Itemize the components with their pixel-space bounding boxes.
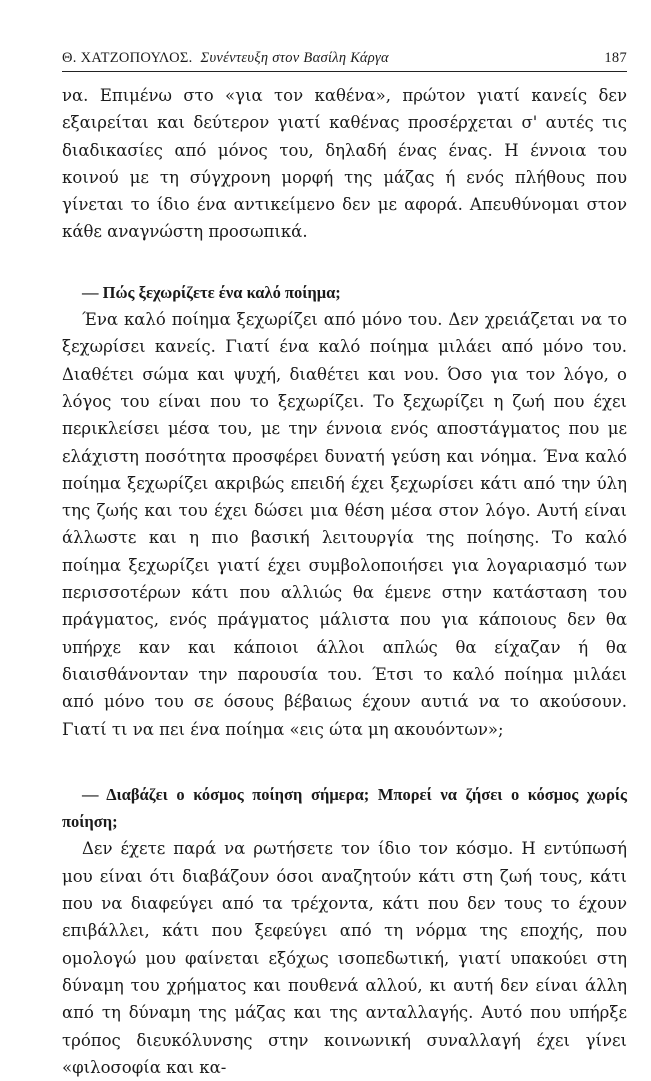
paragraph-1: να. Επιμένω στο «για τον καθένα», πρώτον γιατί κανείς δεν εξαιρείται και δεύτερον γιατί καθένας προσέρχεται σ' αυτές τις διαδικασίες από μόνος του, δηλαδή ένας ένας. Η έννοια του κοινού με τη σύγχρονη μορφή της μάζας ή ενός πλήθους που γίνεται το ίδιο ένα αντικείμενο δεν με αφορά. Απευθύνομαι στον κάθε αναγνώστη προσωπικά. bbox=[62, 86, 627, 242]
header-left bbox=[62, 50, 389, 67]
answer-paragraph-2: Δεν έχετε παρά να ρωτήσετε τον ίδιο τον κόσμο. Η εντύπωσή μου είναι ότι διαβάζουν όσοι αναζητούν κάτι στη ζωή τους, κάτι που να διαφεύγει από τα τρέχοντα, κάτι που δεν τους το έχουν επιβάλλει, κάτι που ξεφεύγει από τη νόρμα της εποχής, που ομολογώ μου φαίνεται εξόχως ισοπεδωτική, γιατί υπακούει στη δύναμη του χρήματος και πουθενά αλλού, κι αυτή δεν είναι άλλη από τη δύναμη της μάζας και της ανταλλαγής. Αυτό που υπήρξε τρόπος διευκόλυνσης στην κοινωνική συναλλαγή έχει γίνει «φιλοσοφία και κα- bbox=[62, 839, 627, 1077]
running-header bbox=[62, 50, 627, 72]
answer-paragraph-1: Ένα καλό ποίημα ξεχωρίζει από μόνο του. Δεν χρειάζεται να το ξεχωρίσει κανείς. Γιατί ένα καλό ποίημα μιλάει από μόνο του. Διαθέτει σώμα και ψυχή, διαθέτει και νου. Όσο για τον λόγο, ο λόγος του είναι που το ξεχωρίζει. Το ξεχωρίζει η ζωή που έχει περικλείσει μέσα του, με την έννοια ενός αποστάγματος που με ελάχιστη ποσότητα προσφέρει δυνατή γεύση και νόημα. Ένα καλό ποίημα ξεχωρίζει ακριβώς επειδή έχει ξεχωρίσει κάτι από την ύλη της ζωής και του έχει δώσει μια θέση μέσα στον λόγο. Αυτή είναι άλλωστε και η πιο βασική λειτουργία της ποίησης. Το καλό ποίημα ξεχωρίζει γιατί έχει συμβολοποιήσει για λογαριασμό των περισσοτέρων κάτι που αλλιώς θα έμενε στην κατάσταση του πράγματος, ενός πράγματος μάλιστα που για κάποιους δεν θα υπήρχε καν και κάποιοι άλλοι απλώς θα είχαζαν ή θα διαισθάνονταν την παρουσία του. Έτσι το καλό ποίημα μιλάει από μόνο του σε όσους βέβαιως έχουν αυτιά να το ακούσουν. Γιατί τι να πει ένα ποίημα «εις ώτα μη ακουόντων»; bbox=[62, 310, 627, 739]
page-number: 187 bbox=[604, 50, 627, 66]
header-author: Θ. ΧΑΤΖΟΠΟΥΛΟΣ. bbox=[62, 50, 193, 66]
interview-question-1: — Πώς ξεχωρίζετε ένα καλό ποίημα; bbox=[82, 282, 341, 302]
header-subtitle: Συνέντευξη στον Βασίλη Κάργα bbox=[200, 50, 389, 66]
interview-question-2: — Διαβάζει ο κόσμος ποίηση σήμερα; Μπορεί να ζήσει ο κόσμος χωρίς ποίηση; bbox=[62, 784, 627, 832]
book-page bbox=[62, 50, 627, 1081]
